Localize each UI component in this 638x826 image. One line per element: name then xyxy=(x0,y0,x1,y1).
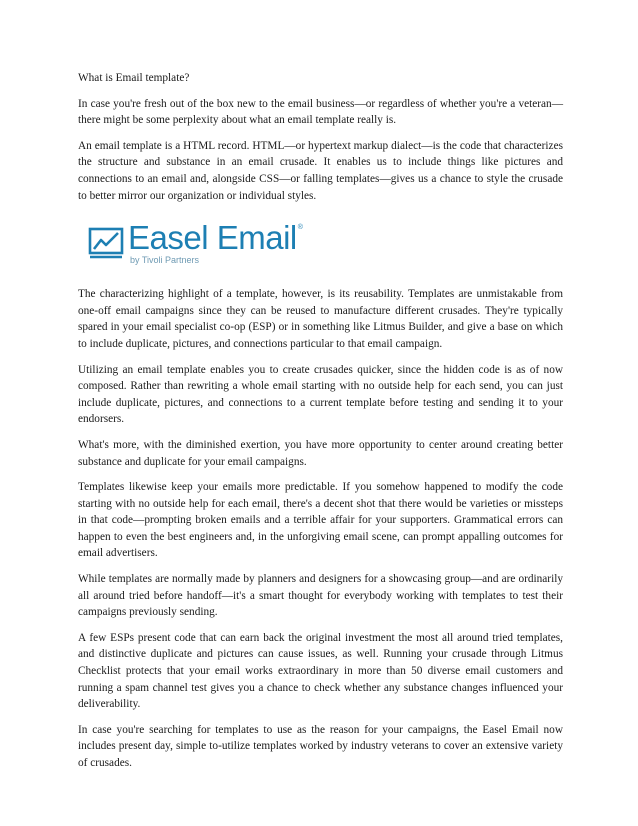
paragraph: What's more, with the diminished exertion, you have more opportunity to center around creating better substance and duplicate for your email campaigns. xyxy=(78,438,563,468)
logo-brand-name: Easel Email xyxy=(128,219,297,257)
paragraph: In case you're fresh out of the box new to the email business—or regardless of whether you're a veteran—there might be some perplexity about what an email template really is. xyxy=(78,97,563,127)
easel-chart-icon xyxy=(88,225,124,261)
paragraph: A few ESPs present code that can earn back the original investment the most all around tried templates, and distinctive duplicate and pictures can cause issues, as well. Running your crusade through Litmus Checklist protects that your email works extraordinary in more than 50 diverse email customers and running a spam channel test gives you a chance to check whether any substance changes influenced your deliverability. xyxy=(78,631,563,711)
paragraph: An email template is a HTML record. HTML—or hypertext markup dialect—is the code that characterizes the structure and substance in an email crusade. It enables us to include things like pictures and connections to an email and, alongside CSS—or falling templates—gives us a chance to style the crusade to better mirror our organization or individual styles. xyxy=(78,139,563,202)
logo-tagline: by Tivoli Partners xyxy=(130,255,200,266)
paragraph: The characterizing highlight of a template, however, is its reusability. Templates are unmistakable from one-off email campaigns since they can be reused to manufacture different crusades. They're typically spared in your email specialist co-op (ESP) or in something like Litmus Builder, and give a base on which to include duplicate, pictures, and connections particular to that email campaign. xyxy=(78,288,563,350)
document-page xyxy=(78,70,563,781)
document-title: What is Email template? xyxy=(78,72,190,84)
paragraph: While templates are normally made by planners and designers for a showcasing group—and are ordinarily all around tried before handoff—it's a smart thought for everybody working with templates to test their campaigns previously sending. xyxy=(78,573,563,619)
paragraph: Utilizing an email template enables you to create crusades quicker, since the hidden code is as of now composed. Rather than rewriting a whole email starting with no outside help for each send, you can just include duplicate, pictures, and connections to a current template before testing and sending it to your endorsers. xyxy=(78,363,563,426)
registered-mark: ® xyxy=(297,224,303,232)
paragraph: In case you're searching for templates to use as the reason for your campaigns, the Easel Email now includes present day, simple to-utilize templates worked by industry veterans to cover an extensive variety of crusades. xyxy=(78,723,563,769)
paragraph: Templates likewise keep your emails more predictable. If you somehow happened to modify the code starting with no outside help for each email, there's a decent shot that there would be varieties or missteps in that code—prompting broken emails and a terrible affair for your supporters. Grammatical errors can happen to even the best engineers and, in the unforgiving email scene, can prompt appalling outcomes for email advertisers. xyxy=(78,481,563,560)
easel-email-logo xyxy=(88,214,563,272)
